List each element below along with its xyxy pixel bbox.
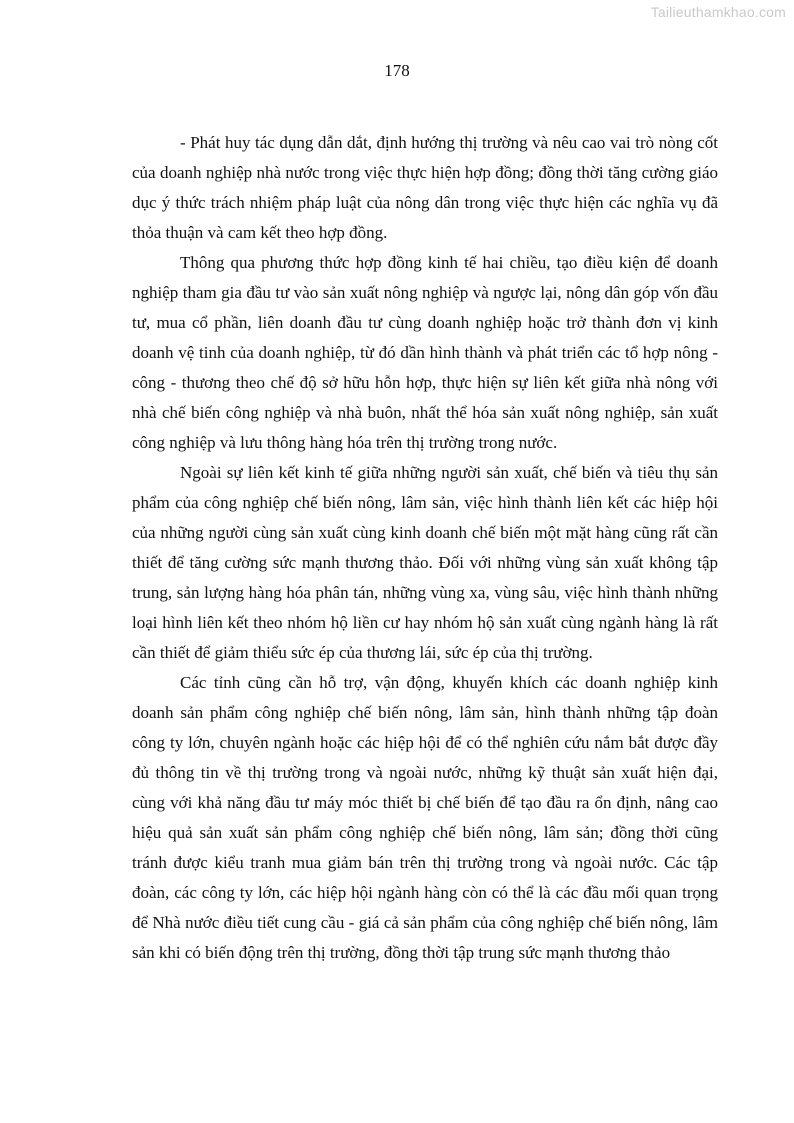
page-number: 178 xyxy=(384,61,410,80)
watermark: Tailieuthamkhao.com xyxy=(650,4,786,20)
paragraph-3: Ngoài sự liên kết kinh tế giữa những người sản xuất, chế biến và tiêu thụ sản phẩm của công nghiệp chế biến nông, lâm sản, việc hình thành liên kết các hiệp hội của những người cùng sản xuất cùng kinh doanh chế biến một mặt hàng cũng rất cần thiết để tăng cường sức mạnh thương thảo. Đối với những vùng sản xuất không tập trung, sản lượng hàng hóa phân tán, những vùng xa, vùng sâu, việc hình thành những loại hình liên kết theo nhóm hộ liền cư hay nhóm hộ sản xuất cùng ngành hàng là rất cần thiết để giảm thiểu sức ép của thương lái, sức ép của thị trường. xyxy=(132,463,718,662)
paragraph-2: Thông qua phương thức hợp đồng kinh tế hai chiều, tạo điều kiện để doanh nghiệp tham gia đầu tư vào sản xuất nông nghiệp và ngược lại, nông dân góp vốn đầu tư, mua cổ phần, liên doanh đầu tư cùng doanh nghiệp hoặc trở thành đơn vị kinh doanh vệ tinh của doanh nghiệp, từ đó dần hình thành và phát triển các tổ hợp nông - công - thương theo chế độ sở hữu hỗn hợp, thực hiện sự liên kết giữa nhà nông với nhà chế biến công nghiệp và nhà buôn, nhất thể hóa sản xuất nông nghiệp, sản xuất công nghiệp và lưu thông hàng hóa trên thị trường trong nước. xyxy=(132,253,718,452)
paragraph-4: Các tỉnh cũng cần hỗ trợ, vận động, khuyến khích các doanh nghiệp kinh doanh sản phẩm công nghiệp chế biến nông, lâm sản, hình thành những tập đoàn công ty lớn, chuyên ngành hoặc các hiệp hội để có thể nghiên cứu nắm bắt được đầy đủ thông tin về thị trường trong và ngoài nước, những kỹ thuật sản xuất hiện đại, cùng với khả năng đầu tư máy móc thiết bị chế biến để tạo đầu ra ổn định, nâng cao hiệu quả sản xuất sản phẩm công nghiệp chế biến nông, lâm sản; đồng thời cũng tránh được kiểu tranh mua giảm bán trên thị trường trong và ngoài nước. Các tập đoàn, các công ty lớn, các hiệp hội ngành hàng còn có thể là các đầu mối quan trọng để Nhà nước điều tiết cung cầu - giá cả sản phẩm của công nghiệp chế biến nông, lâm sản khi có biến động trên thị trường, đồng thời tập trung sức mạnh thương thảo xyxy=(132,673,718,962)
paragraph-1: - Phát huy tác dụng dẫn dắt, định hướng thị trường và nêu cao vai trò nòng cốt của doanh nghiệp nhà nước trong việc thực hiện hợp đồng; đồng thời tăng cường giáo dục ý thức trách nhiệm pháp luật của nông dân trong việc thực hiện các nghĩa vụ đã thỏa thuận và cam kết theo hợp đồng. xyxy=(132,133,718,242)
document-body xyxy=(132,128,718,968)
